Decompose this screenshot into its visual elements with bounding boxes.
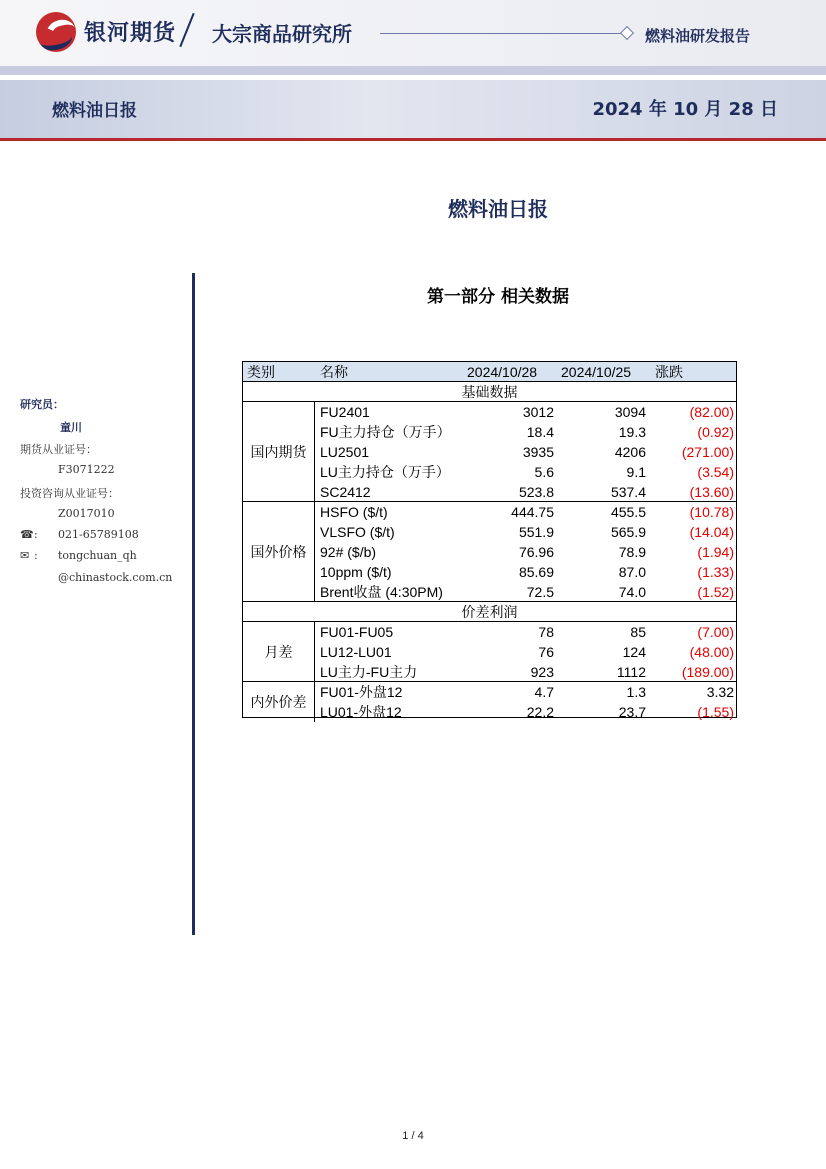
row-name: HSFO ($/t) xyxy=(320,504,388,520)
row-value-date-1: 523.8 xyxy=(518,484,554,500)
row-change: (0.92) xyxy=(697,424,734,440)
row-value-date-2: 78.9 xyxy=(618,544,646,560)
row-value-date-1: 551.9 xyxy=(518,524,554,540)
row-change: (7.00) xyxy=(697,624,734,640)
row-change: (3.54) xyxy=(697,464,734,480)
row-value-date-1: 3012 xyxy=(522,404,554,420)
row-change: (48.00) xyxy=(689,644,734,660)
row-change: (1.33) xyxy=(697,564,734,580)
researcher-name: 童川 xyxy=(60,421,82,434)
email-line-2[interactable]: @chinastock.com.cn xyxy=(58,571,173,584)
report-date: 2024 年 10 月 28 日 xyxy=(592,99,778,120)
table-header-row xyxy=(243,362,736,382)
row-value-date-2: 4206 xyxy=(614,444,646,460)
table-row xyxy=(243,682,736,702)
row-value-date-1: 85.69 xyxy=(518,564,554,580)
row-value-date-2: 87.0 xyxy=(618,564,646,580)
row-change: (1.52) xyxy=(697,584,734,600)
row-value-date-1: 444.75 xyxy=(511,504,554,520)
table-row xyxy=(243,462,736,482)
row-name: LU12-LU01 xyxy=(320,644,392,660)
row-name: FU2401 xyxy=(320,404,370,420)
row-name: LU主力持仓（万手） xyxy=(320,464,450,480)
phone-separator: : xyxy=(34,528,38,541)
row-name: FU01-外盘12 xyxy=(320,684,403,700)
row-value-date-2: 85 xyxy=(630,624,646,640)
row-value-date-2: 74.0 xyxy=(618,584,646,600)
row-value-date-1: 72.5 xyxy=(526,584,554,600)
table-row xyxy=(243,702,736,722)
email-icon: ✉ xyxy=(20,549,30,562)
header-date-2: 2024/10/25 xyxy=(561,364,632,380)
row-name: LU2501 xyxy=(320,444,370,460)
row-value-date-2: 455.5 xyxy=(610,504,646,520)
row-name: LU主力-FU主力 xyxy=(320,664,418,680)
row-value-date-1: 78 xyxy=(538,624,554,640)
futures-cert-label: 期货从业证号： xyxy=(20,443,97,456)
header-divider-line xyxy=(380,33,622,34)
row-value-date-2: 23.7 xyxy=(618,704,646,720)
futures-cert-number: F3071222 xyxy=(58,463,115,476)
table-row xyxy=(243,422,736,442)
row-change: (14.04) xyxy=(689,524,734,540)
row-value-date-2: 565.9 xyxy=(610,524,646,540)
table-row xyxy=(243,402,736,422)
row-name: FU01-FU05 xyxy=(320,624,394,640)
document-title: 燃料油日报 xyxy=(448,197,548,221)
row-value-date-1: 3935 xyxy=(522,444,554,460)
table-row xyxy=(243,482,736,502)
row-name: LU01-外盘12 xyxy=(320,704,402,720)
table-row xyxy=(243,582,736,602)
group-category-cell: 国外价格 xyxy=(243,502,315,602)
row-change: (1.55) xyxy=(697,704,734,720)
phone-number: 021-65789108 xyxy=(58,528,139,541)
sidebar-divider xyxy=(192,273,195,935)
row-value-date-2: 537.4 xyxy=(610,484,646,500)
section-title: 第一部分 相关数据 xyxy=(427,287,569,307)
researcher-label: 研究员： xyxy=(20,398,64,411)
row-change: (13.60) xyxy=(689,484,734,500)
group-category-cell: 内外价差 xyxy=(243,682,315,722)
row-value-date-2: 1.3 xyxy=(626,684,646,700)
section-header-row xyxy=(243,602,736,622)
group-category-cell: 月差 xyxy=(243,622,315,682)
brand-name: 银河期货 xyxy=(84,21,177,46)
section-title-cell: 价差利润 xyxy=(461,604,518,620)
header-date-1: 2024/10/28 xyxy=(467,364,538,380)
report-series-label: 燃料油研发报告 xyxy=(645,27,751,45)
row-name: FU主力持仓（万手） xyxy=(320,424,451,440)
header-red-rule xyxy=(0,138,826,141)
fuel-oil-data-table xyxy=(242,361,737,718)
phone-icon: ☎ xyxy=(20,528,34,541)
row-change: 3.32 xyxy=(706,684,734,700)
invest-cert-label: 投资咨询从业证号： xyxy=(20,487,119,500)
row-change: (1.94) xyxy=(697,544,734,560)
invest-cert-number: Z0017010 xyxy=(58,507,115,520)
row-name: SC2412 xyxy=(320,484,371,500)
header-change: 涨跌 xyxy=(655,364,683,380)
row-value-date-1: 76.96 xyxy=(518,544,554,560)
institute-name: 大宗商品研究所 xyxy=(212,22,352,46)
email-line-1[interactable]: tongchuan_qh xyxy=(58,549,137,562)
row-name: Brent收盘 (4:30PM) xyxy=(320,584,443,600)
group-category-cell: 国内期货 xyxy=(243,402,315,502)
row-name: VLSFO ($/t) xyxy=(320,524,395,540)
table-row xyxy=(243,562,736,582)
row-value-date-1: 5.6 xyxy=(534,464,554,480)
row-value-date-1: 4.7 xyxy=(534,684,554,700)
row-value-date-1: 923 xyxy=(530,664,554,680)
galaxy-futures-logo-icon xyxy=(36,12,76,52)
band-report-title: 燃料油日报 xyxy=(52,101,137,121)
table-row xyxy=(243,442,736,462)
table-row xyxy=(243,622,736,642)
row-name: 10ppm ($/t) xyxy=(320,564,392,580)
row-value-date-2: 124 xyxy=(622,644,646,660)
row-change: (189.00) xyxy=(681,664,734,680)
row-change: (82.00) xyxy=(689,404,734,420)
header-stripe xyxy=(0,66,826,75)
row-name: 92# ($/b) xyxy=(320,544,377,560)
row-value-date-2: 9.1 xyxy=(626,464,646,480)
table-row xyxy=(243,522,736,542)
section-title-cell: 基础数据 xyxy=(461,384,518,400)
table-row xyxy=(243,662,736,682)
row-value-date-1: 22.2 xyxy=(526,704,554,720)
row-value-date-1: 18.4 xyxy=(526,424,554,440)
row-change: (10.78) xyxy=(689,504,734,520)
row-change: (271.00) xyxy=(681,444,734,460)
table-row xyxy=(243,502,736,522)
table-row xyxy=(243,542,736,562)
row-value-date-2: 19.3 xyxy=(618,424,646,440)
table-row xyxy=(243,642,736,662)
page-number: 1 / 4 xyxy=(402,1130,424,1142)
row-value-date-1: 76 xyxy=(538,644,554,660)
row-value-date-2: 3094 xyxy=(614,404,646,420)
section-header-row xyxy=(243,382,736,402)
row-value-date-2: 1112 xyxy=(616,664,646,680)
header-name: 名称 xyxy=(320,364,348,380)
email-separator: : xyxy=(34,549,38,562)
header-category: 类别 xyxy=(247,364,275,380)
